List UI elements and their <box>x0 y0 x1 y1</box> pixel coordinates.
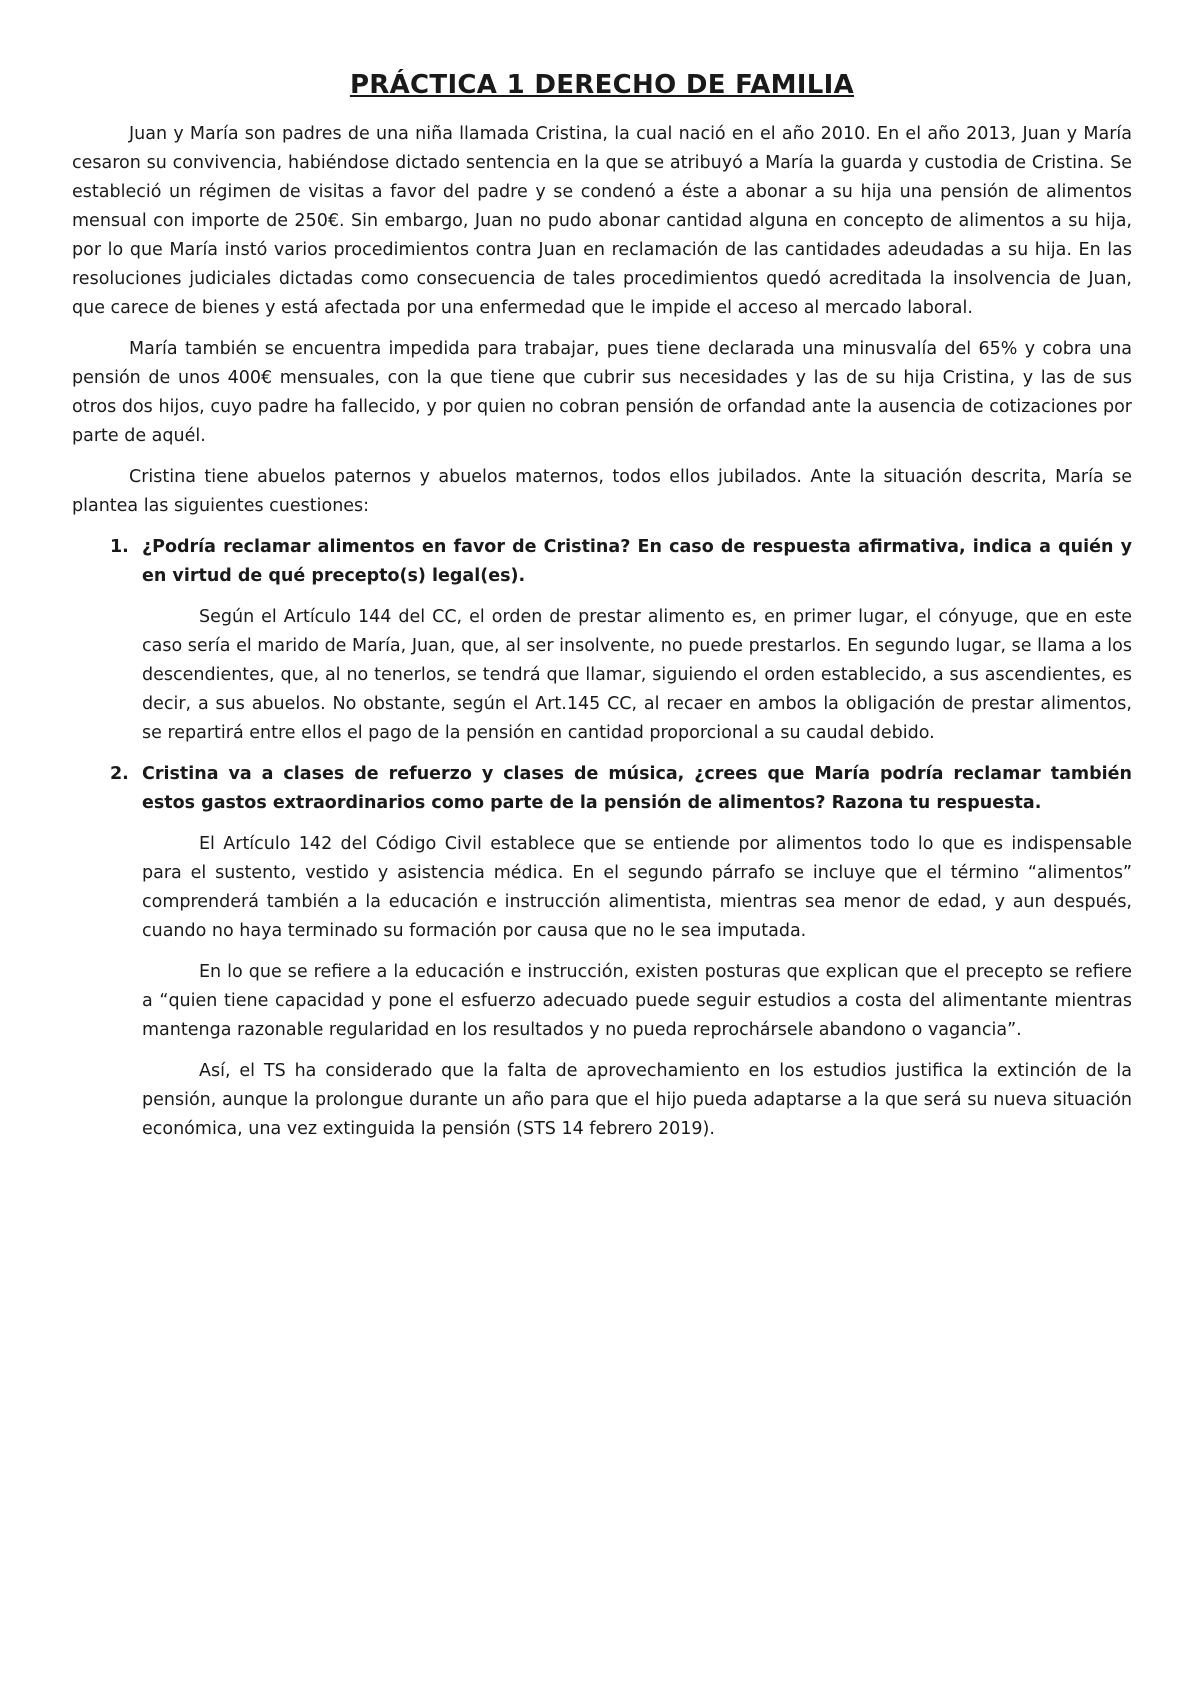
intro-paragraph-2: María también se encuentra impedida para trabajar, pues tiene declarada una minusvalía del 65% y cobra una pensión de unos 400€ mensuales, con la que tiene que cubrir sus necesidades y las de su hija Cristina, y las de sus otros dos hijos, cuyo padre ha fallecido, y por quien no cobran pensión de orfandad ante la ausencia de cotizaciones por parte de aquél. <box>72 339 1132 446</box>
questions-list <box>72 533 1132 1144</box>
question-number: 1. <box>110 537 129 557</box>
document-body <box>72 70 1132 1156</box>
answer-paragraph: Según el Artículo 144 del CC, el orden de prestar alimento es, en primer lugar, el cónyuge, que en este caso sería el marido de María, Juan, que, al ser insolvente, no puede prestarlos. En segundo lugar, se llama a los descendientes, que, al no tenerlos, se tendrá que llamar, siguiendo el orden establecido, a sus ascendientes, es decir, a sus abuelos. No obstante, según el Art.145 CC, al recaer en ambos la obligación de prestar alimentos, se repartirá entre ellos el pago de la pensión en cantidad proporcional a su caudal debido. <box>142 607 1132 743</box>
question-item-2 <box>72 760 1132 1144</box>
document-title: PRÁCTICA 1 DERECHO DE FAMILIA <box>349 70 855 100</box>
answer-paragraph: El Artículo 142 del Código Civil establece que se entiende por alimentos todo lo que es indispensable para el sustento, vestido y asistencia médica. En el segundo párrafo se incluye que el término “alimentos” comprenderá también a la educación e instrucción alimentista, mientras sea menor de edad, y aun después, cuando no haya terminado su formación por causa que no le sea imputada. <box>142 834 1132 941</box>
question-number: 2. <box>110 764 129 784</box>
answer-paragraph: En lo que se refiere a la educación e instrucción, existen posturas que explican que el precepto se refiere a “quien tiene capacidad y pone el esfuerzo adecuado puede seguir estudios a costa del alimentante mientras mantenga razonable regularidad en los resultados y no pueda reprochársele abandono o vagancia”. <box>142 962 1132 1040</box>
question-item-1 <box>72 533 1132 748</box>
intro-paragraph-1: Juan y María son padres de una niña llamada Cristina, la cual nació en el año 2010. En el año 2013, Juan y María cesaron su convivencia, habiéndose dictado sentencia en la que se atribuyó a María la guarda y custodia de Cristina. Se estableció un régimen de visitas a favor del padre y se condenó a éste a abonar a su hija una pensión de alimentos mensual con importe de 250€. Sin embargo, Juan no pudo abonar cantidad alguna en concepto de alimentos a su hija, por lo que María instó varios procedimientos contra Juan en reclamación de las cantidades adeudadas a su hija. En las resoluciones judiciales dictadas como consecuencia de tales procedimientos quedó acreditada la insolvencia de Juan, que carece de bienes y está afectada por una enfermedad que le impide el acceso al mercado laboral. <box>72 124 1132 318</box>
question-text: ¿Podría reclamar alimentos en favor de Cristina? En caso de respuesta afirmativa, indica a quién y en virtud de qué precepto(s) legal(es). <box>142 537 1132 586</box>
answer-paragraph: Así, el TS ha considerado que la falta de aprovechamiento en los estudios justifica la extinción de la pensión, aunque la prolongue durante un año para que el hijo pueda adaptarse a la que será su nueva situación económica, una vez extinguida la pensión (STS 14 febrero 2019). <box>142 1061 1132 1139</box>
intro-paragraph-3: Cristina tiene abuelos paternos y abuelos maternos, todos ellos jubilados. Ante la situación descrita, María se plantea las siguientes cuestiones: <box>72 467 1132 516</box>
question-text: Cristina va a clases de refuerzo y clases de música, ¿crees que María podría reclamar también estos gastos extraordinarios como parte de la pensión de alimentos? Razona tu respuesta. <box>142 764 1132 813</box>
